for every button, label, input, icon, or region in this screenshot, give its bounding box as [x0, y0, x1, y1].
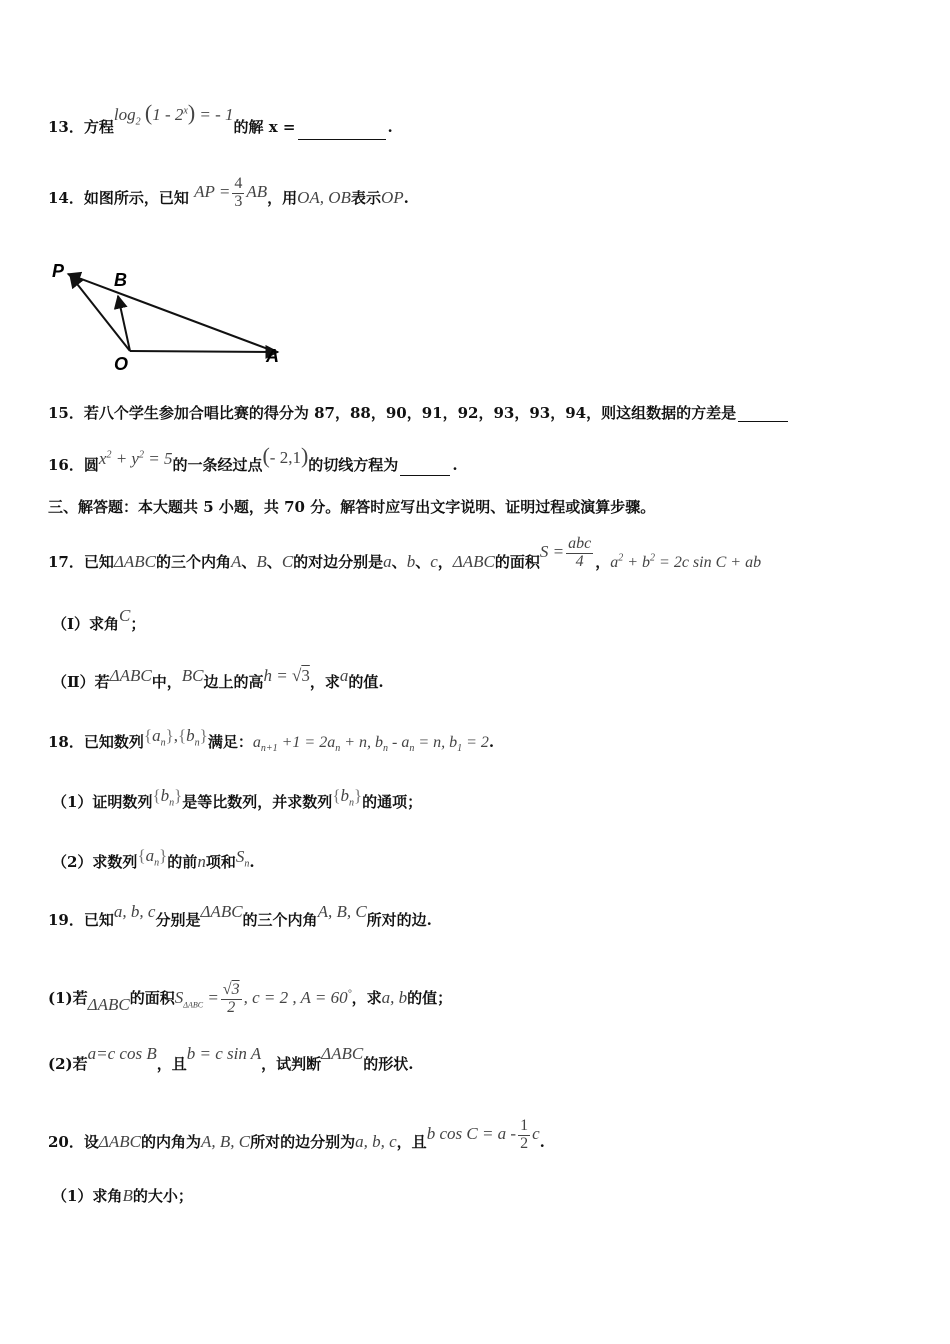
q20-condition: b cos C = a - $\frac{1}{2}$ c: [426, 1117, 540, 1152]
q20-sides: a, b, c: [355, 1132, 397, 1152]
question-14: [48, 175, 409, 217]
q19-2-text-4: 的形状.: [363, 1055, 414, 1073]
q16-period: .: [452, 456, 458, 474]
q19-1-label: (1)若: [48, 989, 88, 1008]
label-a: A: [266, 346, 279, 366]
q19-text-1: 已知: [83, 911, 114, 929]
q17-sep-1: 、: [241, 553, 257, 572]
q16-circle-equation: $x^2 + y^2 = 5$: [98, 449, 173, 468]
q17-2-text-2: 中，: [151, 673, 182, 691]
q15-answer-blank[interactable]: [738, 421, 788, 422]
q17-sep-3: 、: [391, 553, 407, 572]
q16-suffix: 的切线方程为: [308, 456, 399, 474]
q17-triangle: ΔABC: [113, 552, 156, 572]
q17-1-end: ；: [130, 615, 146, 633]
q16-number: 16．: [48, 456, 84, 474]
q20-text-1: 设: [83, 1133, 99, 1152]
q17-text-2: 的三个内角: [155, 553, 231, 572]
q14-number: 14．: [48, 189, 84, 208]
q17-text-4: 的面积: [494, 553, 540, 572]
q20-1-text-2: 的大小；: [132, 1187, 193, 1205]
q18-sequences: $\{a_n\},\{b_n\}$: [143, 726, 208, 749]
q17-1-label: （Ⅰ）求角: [52, 615, 120, 633]
q14-prefix: 如图所示，已知: [83, 189, 189, 208]
question-15: [48, 404, 790, 422]
q18-number: 18．: [48, 733, 84, 751]
q19-text-3: 的三个内角: [242, 911, 318, 929]
q17-2-text-4: ，求: [309, 673, 340, 691]
q19-1-conditions: $S_{\Delta ABC}$ = $\frac{√3}{2}$ , c = 2 , A = 60°: [174, 981, 352, 1016]
question-19: [48, 902, 432, 930]
section3-text: 三、解答题：本大题共 5 小题，共 70 分。解答时应写出文字说明、证明过程或演算步骤。: [48, 498, 656, 516]
q17-sep-5: ，: [437, 553, 453, 572]
question-16: [48, 443, 458, 476]
q13-number: 13．: [48, 118, 84, 136]
q14-equation: AP = $\frac{4}{3}$ AB: [194, 175, 268, 210]
label-p: P: [52, 261, 65, 281]
q19-1-text-3: ，求: [351, 989, 382, 1008]
q17-angle-b: B: [256, 552, 267, 572]
q17-text-1: 已知: [83, 553, 114, 572]
q17-2-text-5: 的值.: [348, 673, 384, 691]
q18-1-label: （1）证明数列: [52, 793, 153, 811]
q14-period: .: [403, 189, 409, 208]
q20-1-label: （1）求角: [52, 1187, 123, 1205]
q18-2-n: n: [197, 852, 206, 871]
q17-angle-c: C: [281, 552, 294, 572]
q14-vectors: OA, OB: [297, 188, 351, 208]
q20-angles: A, B, C: [201, 1132, 251, 1152]
q18-period: .: [488, 733, 495, 751]
q18-1-seq-b: $\{b_n\}$: [152, 786, 183, 809]
question-17: [48, 535, 762, 581]
question-18: [48, 726, 495, 755]
q19-2-label: (2)若: [48, 1055, 88, 1073]
question-17-part-2: [52, 666, 384, 692]
question-17-part-1: [52, 606, 146, 634]
q17-2-triangle: ΔABC: [109, 666, 152, 685]
q18-condition: $a_{n+1} +1 = 2a_n + n$, $b_n - a_n = n$, $b_1 = 2$: [252, 734, 489, 755]
q20-number: 20．: [48, 1133, 84, 1152]
q17-2-side-bc: BC: [181, 666, 204, 685]
q19-2-cond-2: b = c sin A: [186, 1044, 262, 1063]
q19-triangle: ΔABC: [200, 902, 243, 921]
q14-mid-text: ，用: [267, 189, 298, 208]
q17-area-formula: S = $\frac{\text{abc}}{4}$: [539, 535, 592, 570]
q13-period: .: [387, 118, 393, 136]
section-three-heading: [48, 498, 655, 516]
q14-op: OP: [380, 188, 404, 208]
q18-2-label: （2）求数列: [52, 853, 138, 871]
q20-1-angle-b: B: [122, 1186, 133, 1205]
q19-number: 19．: [48, 911, 84, 929]
q18-1-text-3: 的通项；: [362, 793, 423, 811]
q17-2-text-3: 边上的高: [203, 673, 264, 691]
q17-number: 17．: [48, 553, 84, 572]
q19-sides: a, b, c: [113, 902, 156, 921]
q19-1-text-4: 的值；: [407, 989, 453, 1008]
q20-triangle: ΔABC: [98, 1132, 141, 1152]
q13-prefix: 方程: [83, 118, 114, 136]
q17-2-label: （Ⅱ）若: [52, 673, 110, 691]
question-20: [48, 1117, 545, 1161]
q17-sep-4: 、: [415, 553, 431, 572]
q17-condition: $a^2 + b^2 = 2c$ sin C + ab: [610, 552, 762, 572]
q17-sep-2: 、: [266, 553, 282, 572]
question-19-part-1: [48, 982, 452, 1017]
q18-2-text-2: 的前: [167, 853, 198, 871]
q20-text-3: 所对的边分别为: [250, 1133, 356, 1152]
q17-side-c: c: [430, 552, 438, 572]
q19-2-triangle: ΔABC: [321, 1044, 364, 1063]
q19-2-cond-1: a=c cos B: [87, 1044, 157, 1063]
q20-text-4: ，且: [396, 1133, 427, 1152]
q17-sep-6: ，: [595, 553, 611, 572]
q17-1-angle-c: C: [119, 606, 131, 625]
q13-suffix: 的解 x =: [233, 118, 296, 136]
q17-2-side-a: a: [339, 666, 349, 685]
q14-represent-text: 表示: [350, 189, 381, 208]
question-18-part-1: [52, 786, 423, 815]
q19-text-2: 分别是: [155, 911, 201, 929]
q18-text-2: 满足：: [207, 733, 253, 751]
label-b: B: [114, 270, 127, 290]
question-18-part-2: [52, 846, 255, 875]
q17-triangle-2: ΔABC: [452, 552, 495, 572]
q16-prefix: 圆: [83, 456, 99, 474]
q19-2-text-3: ，试判断: [261, 1055, 322, 1073]
q17-angle-a: A: [231, 552, 242, 572]
q17-text-3: 的对边分别是: [293, 553, 384, 572]
q18-1-text-2: 是等比数列，并求数列: [182, 793, 333, 811]
vector-figure: [46, 258, 296, 376]
q18-2-period: .: [249, 853, 255, 871]
label-o: O: [114, 354, 129, 374]
q18-2-sn: $S_n$: [235, 847, 250, 870]
q16-mid-text: 的一条经过点: [172, 456, 263, 474]
q19-1-text-2: 的面积: [129, 989, 175, 1008]
q16-point: (- 2,1): [262, 443, 309, 468]
question-13: [48, 100, 393, 140]
q17-2-height: h = √3: [263, 666, 310, 685]
q19-1-triangle: ΔABC: [87, 995, 130, 1015]
q16-answer-blank[interactable]: [400, 475, 450, 476]
q19-text-4: 所对的边.: [366, 911, 432, 929]
q15-text: 15．若八个学生参加合唱比赛的得分为 87，88，90，91，92，93，93，94，则这组数据的方差是: [48, 404, 737, 422]
question-20-part-1: [52, 1186, 193, 1206]
q13-equation: $\log_2 (1 - 2^x)$ = - 1: [113, 100, 234, 128]
q18-text-1: 已知数列: [83, 733, 144, 751]
q20-period: .: [539, 1133, 545, 1152]
q19-1-ab: a, b: [381, 988, 408, 1008]
q13-answer-blank[interactable]: [298, 139, 386, 140]
q18-2-seq-a: $\{a_n\}$: [137, 846, 168, 869]
q18-2-text-3: 项和: [205, 853, 236, 871]
vector-oa: [130, 351, 278, 352]
q20-text-2: 的内角为: [140, 1133, 201, 1152]
q17-side-b: b: [406, 552, 416, 572]
q19-2-text-2: ，且: [156, 1055, 187, 1073]
q17-side-a: a: [383, 552, 392, 572]
q19-angles: A, B, C: [317, 902, 367, 921]
q18-1-seq-b-2: $\{b_n\}$: [332, 786, 363, 809]
question-19-part-2: [48, 1044, 414, 1074]
